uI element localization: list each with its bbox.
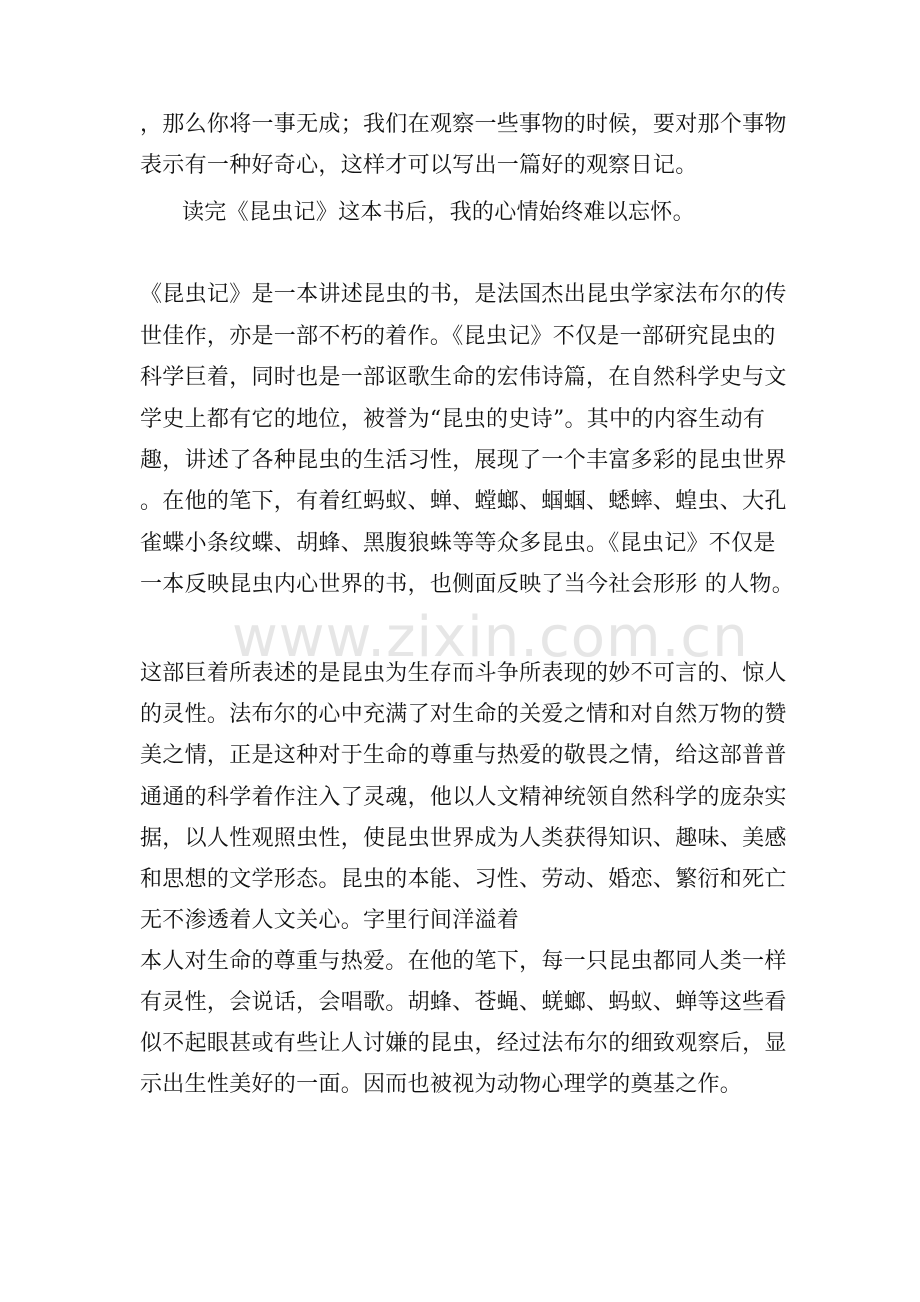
text-line: 和思想的文学形态。昆虫的本能、习性、劳动、婚恋、繁衍和死亡 — [140, 867, 787, 892]
text-line: 本人对生命的尊重与热爱。在他的笔下，每一只昆虫都同人类一样 — [140, 949, 787, 974]
text-line: 似不起眼甚或有些让人讨嫌的昆虫，经过法布尔的细致观察后，显 — [140, 1031, 787, 1056]
text-line: 这部巨着所表述的是昆虫为生存而斗争所表现的妙不可言的、惊人 — [140, 661, 787, 686]
text-line: 据，以人性观照虫性，使昆虫世界成为人类获得知识、趣味、美感 — [140, 826, 787, 851]
text-line: 《昆虫记》是一本讲述昆虫的书，是法国杰出昆虫学家法布尔的传 — [140, 282, 787, 307]
text-line: 一本反映昆虫内心世界的书，也侧面反映了当今社会形形 的人物。 — [140, 572, 794, 597]
text-line: 科学巨着，同时也是一部讴歌生命的宏伟诗篇，在自然科学史与文 — [140, 365, 787, 390]
text-line: 雀蝶小条纹蝶、胡蜂、黑腹狼蛛等等众多昆虫。《昆虫记》不仅是 — [140, 531, 776, 556]
text-line: 通通的科学着作注入了灵魂，他以人文精神统领自然科学的庞杂实 — [140, 785, 787, 810]
text-line: 趣，讲述了各种昆虫的生活习性，展现了一个丰富多彩的昆虫世界 — [140, 448, 787, 473]
text-line: 的灵性。法布尔的心中充满了对生命的关爱之情和对自然万物的赞 — [140, 702, 787, 727]
text-line: 有灵性，会说话，会唱歌。胡蜂、苍蝇、蜣螂、蚂蚁、蝉等这些看 — [140, 990, 787, 1015]
text-line: 美之情，正是这种对于生命的尊重与热爱的敬畏之情，给这部普普 — [140, 743, 787, 768]
text-line: 表示有一种好奇心，这样才可以写出一篇好的观察日记。 — [140, 153, 698, 178]
text-line: 学史上都有它的地位，被誉为“昆虫的史诗”。其中的内容生动有 — [140, 407, 766, 432]
text-line: 示出生性美好的一面。因而也被视为动物心理学的奠基之作。 — [140, 1072, 743, 1097]
text-line: 无不渗透着人文关心。字里行间洋溢着 — [140, 908, 520, 933]
text-line: 世佳作，亦是一部不朽的着作。《昆虫记》不仅是一部研究昆虫的 — [140, 324, 776, 349]
text-line: 读完《昆虫记》这本书后，我的心情始终难以忘怀。 — [182, 200, 695, 225]
watermark-text: www.zixin.com.cn — [232, 605, 749, 670]
text-line: 。在他的笔下，有着红蚂蚁、蝉、螳螂、蝈蝈、蟋蟀、蝗虫、大孔 — [140, 489, 787, 514]
text-line: ，那么你将一事无成；我们在观察一些事物的时候，要对那个事物 — [140, 112, 787, 137]
